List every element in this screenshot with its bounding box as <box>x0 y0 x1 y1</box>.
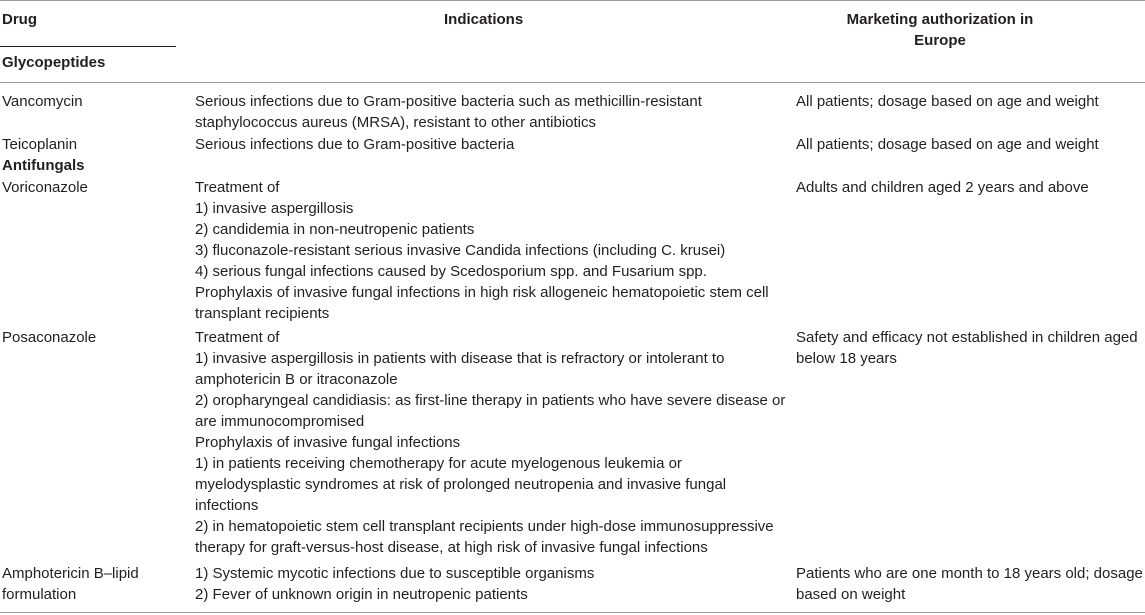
cell-drug <box>2 563 182 605</box>
table-bottom-rule <box>0 612 1145 613</box>
indications-line: Prophylaxis of invasive fungal infections in high risk allogeneic hematopoietic stem cell <box>195 284 769 301</box>
indications-line: are immunocompromised <box>195 413 365 430</box>
table-top-rule <box>0 0 1145 1</box>
drug-line: Posaconazole <box>2 329 97 346</box>
group-label-glycopeptides: Glycopeptides <box>2 54 106 71</box>
header-drug: Drug <box>2 11 37 28</box>
indications-line: transplant recipients <box>195 305 330 322</box>
indications-line: 1) Systemic mycotic infections due to susceptible organisms <box>195 565 595 582</box>
marketing-line: Safety and efficacy not established in children aged <box>796 329 1138 346</box>
header-indications: Indications <box>444 11 524 28</box>
cell-drug <box>2 134 182 155</box>
indications-line: staphylococcus aureus (MRSA), resistant to other antibiotics <box>195 114 597 131</box>
drug-line: Teicoplanin <box>2 136 78 153</box>
drug-line: formulation <box>2 586 77 603</box>
header-marketing-line-2: Europe <box>914 32 966 49</box>
marketing-line: Patients who are one month to 18 years old; dosage <box>796 565 1143 582</box>
cell-marketing <box>796 91 1145 112</box>
indications-line: myelodysplastic syndromes at risk of prolonged neutropenia and invasive fungal <box>195 476 727 493</box>
indications-line: Serious infections due to Gram-positive bacteria <box>195 136 515 153</box>
indications-line: Prophylaxis of invasive fungal infections <box>195 434 461 451</box>
drug-line: Voriconazole <box>2 179 88 196</box>
indications-line: Serious infections due to Gram-positive bacteria such as methicillin-resistant <box>195 93 702 110</box>
drug-header-underline <box>0 46 176 47</box>
cell-drug <box>2 91 182 112</box>
header-marketing-line-1: Marketing authorization in <box>846 11 1034 28</box>
group-label-antifungals: Antifungals <box>2 157 85 174</box>
marketing-line: below 18 years <box>796 350 897 367</box>
cell-marketing <box>796 134 1145 155</box>
indications-line: 4) serious fungal infections caused by Scedosporium spp. and Fusarium spp. <box>195 263 707 280</box>
marketing-line: Adults and children aged 2 years and above <box>796 179 1089 196</box>
indications-line: 1) invasive aspergillosis in patients with disease that is refractory or intolerant to <box>195 350 725 367</box>
cell-marketing <box>796 563 1145 605</box>
indications-line: 1) invasive aspergillosis <box>195 200 354 217</box>
indications-line: amphotericin B or itraconazole <box>195 371 398 388</box>
indications-line: infections <box>195 497 259 514</box>
indications-line: therapy for graft-versus-host disease, at high risk of invasive fungal infections <box>195 539 708 556</box>
cell-indications <box>195 563 785 605</box>
drug-line: Amphotericin B–lipid <box>2 565 139 582</box>
indications-line: 2) Fever of unknown origin in neutropenic patients <box>195 586 528 603</box>
indications-line: 2) candidemia in non-neutropenic patients <box>195 221 475 238</box>
header-bottom-rule <box>0 82 1145 83</box>
cell-indications <box>195 134 785 155</box>
indications-line: Treatment of <box>195 179 280 196</box>
indications-line: 2) oropharyngeal candidiasis: as first-line therapy in patients who have severe disease or <box>195 392 786 409</box>
cell-drug <box>2 327 182 348</box>
cell-drug <box>2 177 182 198</box>
marketing-line: All patients; dosage based on age and weight <box>796 136 1099 153</box>
indications-line: 1) in patients receiving chemotherapy for acute myelogenous leukemia or <box>195 455 682 472</box>
marketing-line: based on weight <box>796 586 906 603</box>
indications-line: Treatment of <box>195 329 280 346</box>
cell-indications <box>195 327 785 558</box>
cell-indications <box>195 177 785 324</box>
cell-indications <box>195 91 785 133</box>
indications-line: 2) in hematopoietic stem cell transplant recipients under high-dose immunosuppressive <box>195 518 774 535</box>
drug-line: Vancomycin <box>2 93 83 110</box>
marketing-line: All patients; dosage based on age and weight <box>796 93 1099 110</box>
header-marketing-authorization <box>840 9 1040 51</box>
cell-marketing <box>796 327 1145 369</box>
cell-marketing <box>796 177 1145 198</box>
indications-line: 3) fluconazole-resistant serious invasive Candida infections (including C. krusei) <box>195 242 726 259</box>
